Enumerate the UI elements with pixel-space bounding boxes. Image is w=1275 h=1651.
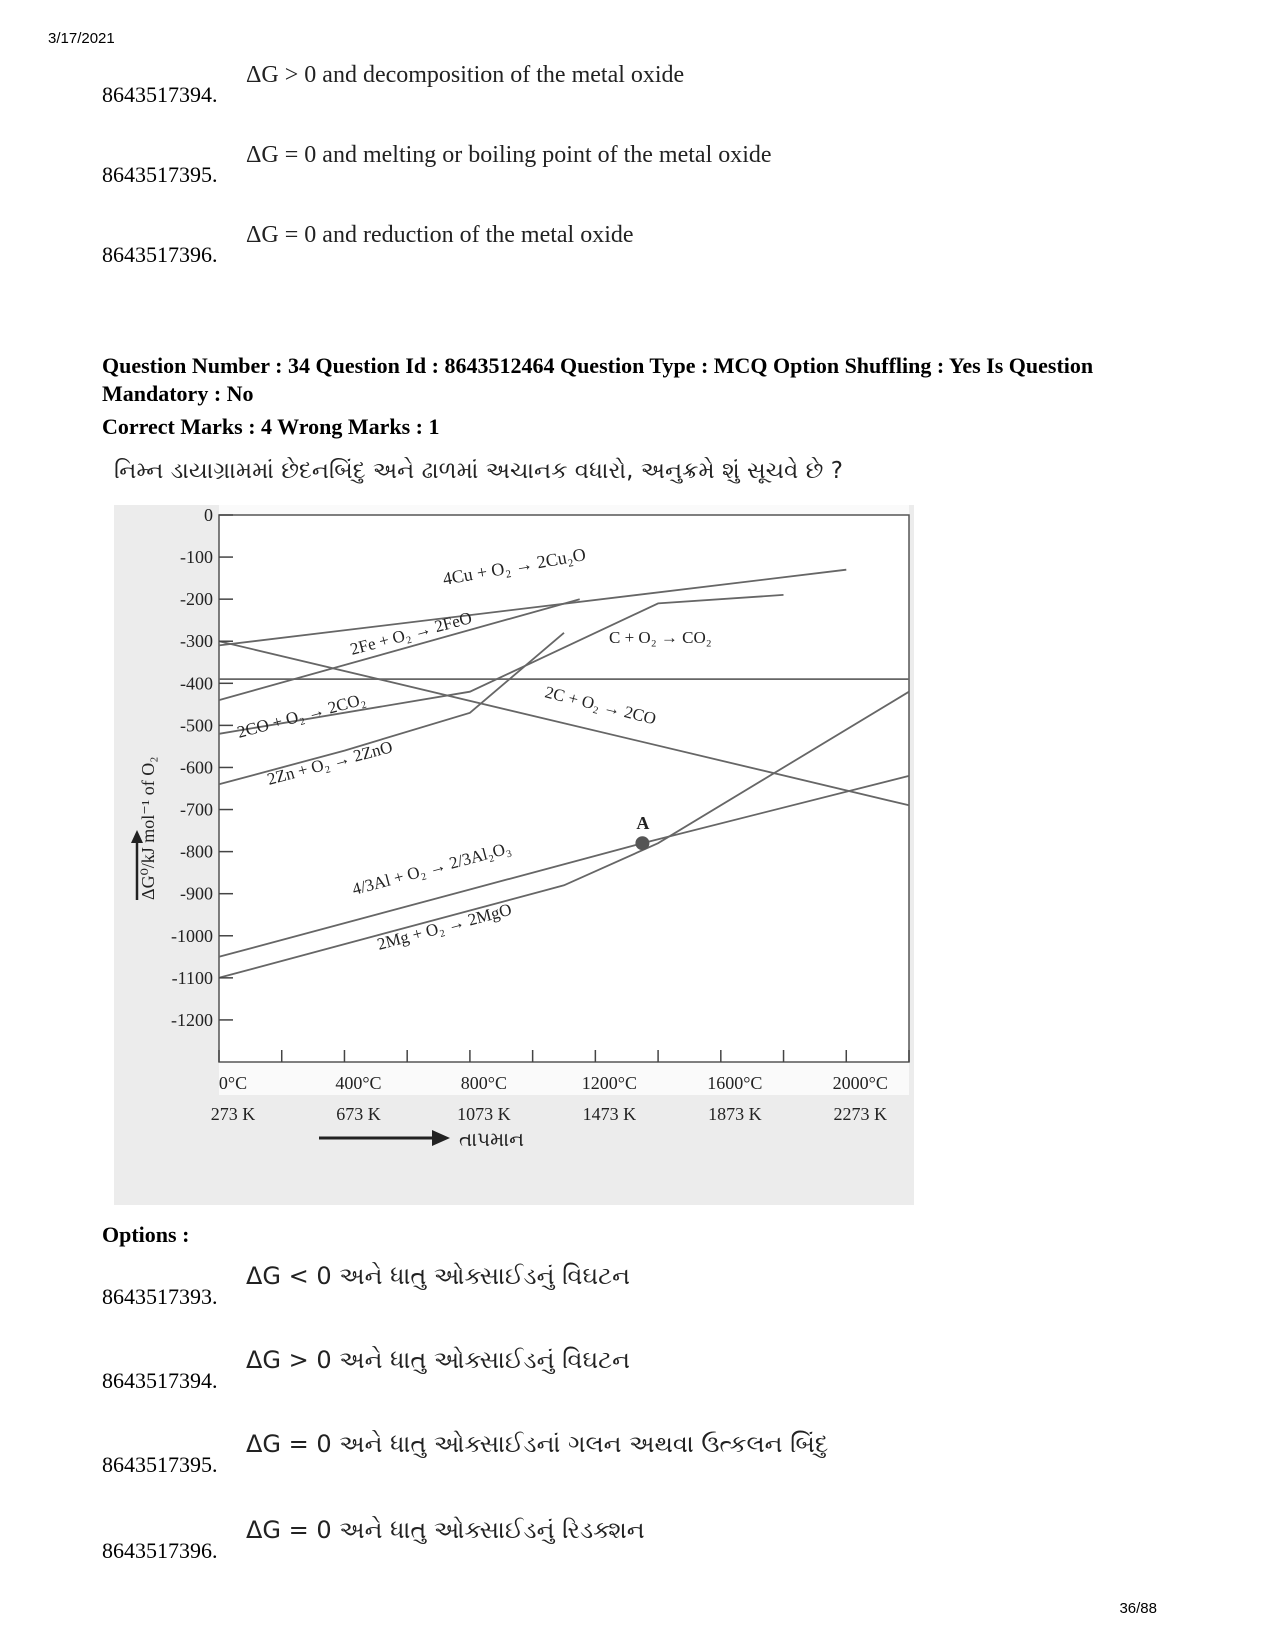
x-tick-label-celsius: 1600°C [707, 1073, 763, 1093]
x-tick-label-kelvin: 1873 K [708, 1104, 762, 1124]
option-text: ΔG < 0 અને ધાતુ ઓક્સાઈડનું વિઘટન [246, 1262, 631, 1290]
x-tick-label-celsius: 2000°C [832, 1073, 888, 1093]
x-tick-label-celsius: 0°C [218, 1073, 248, 1093]
y-axis-label: ΔG⁰/kJ mol⁻¹ of O₂ [138, 756, 158, 900]
series-label-co: 2CO + O₂ → 2CO₂ [235, 689, 368, 742]
x-axis-label: તાપમાન [459, 1129, 525, 1151]
series-label-c-co: 2C + O₂ → 2CO [543, 682, 658, 729]
y-tick-label: -1100 [171, 967, 213, 988]
option-text: ΔG = 0 and melting or boiling point of the metal oxide [246, 142, 772, 168]
option-id: 8643517394. [102, 1368, 218, 1393]
y-tick-label: -400 [180, 673, 213, 694]
point-label: A [636, 813, 650, 834]
series-label-mg: 2Mg + O₂ → 2MgO [375, 899, 514, 954]
y-tick-label: -500 [180, 715, 213, 736]
print-date: 3/17/2021 [48, 30, 115, 47]
y-tick-label: -1200 [171, 1009, 213, 1030]
option-id: 8643517395. [102, 1452, 218, 1477]
series-label-al: 4/3Al + O₂ → 2/3Al₂O₃ [350, 838, 513, 899]
y-tick-label: -1000 [171, 925, 213, 946]
series-label-cu: 4Cu + O₂ → 2Cu₂O [441, 544, 588, 589]
series-label-fe: 2Fe + O₂ → 2FeO [348, 608, 474, 659]
y-tick-label: 0 [204, 505, 213, 525]
y-tick-label: -900 [180, 883, 213, 904]
options-heading: Options : [102, 1222, 190, 1247]
y-tick-label: -100 [180, 547, 213, 568]
intersection-point [635, 836, 649, 850]
option-id: 8643517395. [102, 162, 218, 187]
chart-svg [114, 505, 914, 1205]
y-tick-label: -800 [180, 841, 213, 862]
y-tick-label: -200 [180, 589, 213, 610]
option-text: ΔG = 0 and reduction of the metal oxide [246, 222, 634, 248]
question-header: Question Number : 34 Question Id : 8643512464 Question Type : MCQ Option Shuffling : Yes Is Question Mandatory : No [102, 353, 1094, 406]
x-tick-label-kelvin: 273 K [210, 1104, 256, 1124]
plot-area [219, 515, 909, 1062]
series-label-zn: 2Zn + O₂ → 2ZnO [265, 737, 395, 789]
option-id: 8643517394. [102, 82, 218, 107]
x-tick-label-celsius: 1200°C [581, 1073, 637, 1093]
y-tick-label: -300 [180, 631, 213, 652]
page-number: 36/88 [1119, 1600, 1157, 1617]
y-tick-label: -600 [180, 757, 213, 778]
question-marks: Correct Marks : 4 Wrong Marks : 1 [102, 414, 440, 439]
x-tick-label-celsius: 800°C [460, 1073, 508, 1093]
option-text: ΔG > 0 and decomposition of the metal oxide [246, 62, 685, 88]
x-tick-label-kelvin: 1073 K [457, 1104, 511, 1124]
y-tick-label: -700 [180, 799, 213, 820]
x-tick-label-celsius: 400°C [335, 1073, 382, 1093]
option-text: ΔG = 0 અને ધાતુ ઓક્સાઈડનું રિડક્શન [246, 1516, 645, 1544]
question-text: નિમ્ન ડાયાગ્રામમાં છેદનબિંદુ અને ઢાળમાં અચાનક વધારો, અનુક્રમે શું સૂચવે છે ? [114, 458, 843, 484]
x-tick-label-kelvin: 673 K [336, 1104, 381, 1124]
series-label-co2: C + O₂ → CO₂ [609, 628, 712, 647]
option-id: 8643517396. [102, 1538, 218, 1563]
option-text: ΔG = 0 અને ધાતુ ઓક્સાઈડનાં ગલન અથવા ઉત્કલન બિંદુ [246, 1430, 829, 1458]
option-id: 8643517396. [102, 242, 218, 267]
x-tick-label-kelvin: 2273 K [833, 1104, 888, 1124]
x-tick-label-kelvin: 1473 K [582, 1104, 637, 1124]
ellingham-diagram [114, 505, 914, 1205]
option-text: ΔG > 0 અને ધાતુ ઓક્સાઈડનું વિઘટન [246, 1346, 631, 1374]
option-id: 8643517393. [102, 1284, 218, 1309]
